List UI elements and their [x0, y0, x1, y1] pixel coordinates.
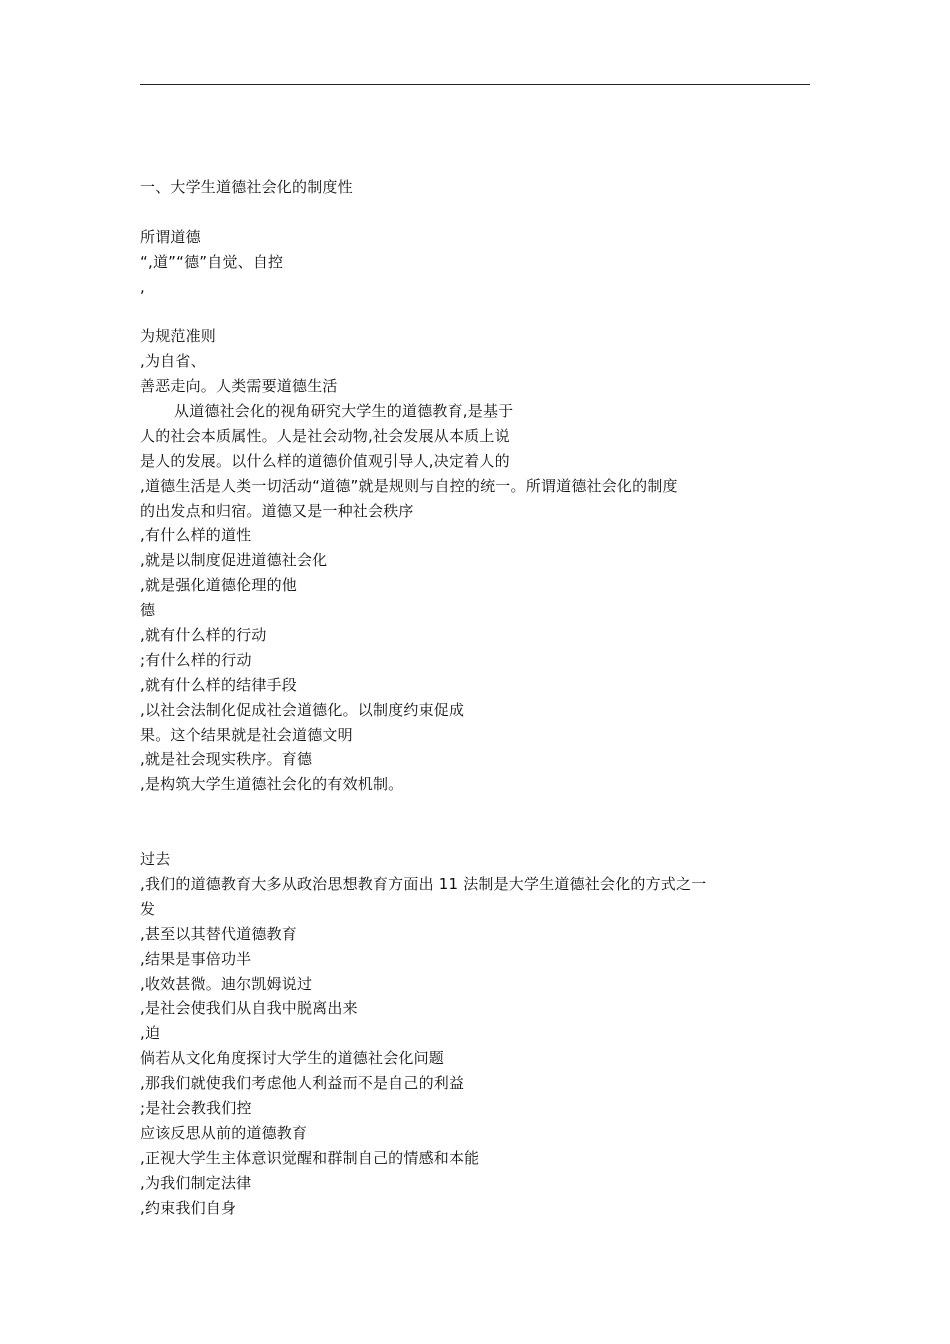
paragraph-line: ,就有什么样的行动: [140, 626, 267, 645]
paragraph-line: ,就是强化道德伦理的他: [140, 576, 297, 595]
document-body: [140, 175, 810, 1220]
paragraph-line-indented: 从道德社会化的视角研究大学生的道德教育,是基于: [174, 402, 514, 421]
paragraph-line: ,收效甚微。迪尔凯姆说过: [140, 974, 313, 993]
paragraph-line: 发: [140, 899, 156, 918]
paragraph-line: 善恶走向。人类需要道德生活: [140, 377, 338, 396]
paragraph-line: ,结果是事倍功半: [140, 949, 252, 968]
paragraph-line: ,那我们就使我们考虑他人利益而不是自己的利益: [140, 1074, 465, 1093]
paragraph-line: ,迫: [140, 1024, 161, 1043]
paragraph-line: ,以社会法制化促成社会道德化。以制度约束促成: [140, 700, 465, 719]
paragraph-line: ,正视大学生主体意识觉醒和群制自己的情感和本能: [140, 1148, 480, 1167]
paragraph-line: ,我们的道德教育大多从政治思想教育方面出 11 法制是大学生道德社会化的方式之一: [140, 874, 707, 893]
paragraph-line: ,为自省、: [140, 352, 206, 371]
paragraph-line: 所谓道德: [140, 227, 201, 246]
paragraph-line: 为规范准则: [140, 327, 217, 346]
paragraph-line: ,为我们制定法律: [140, 1173, 252, 1192]
paragraph-line: 的出发点和归宿。道德又是一种社会秩序: [140, 501, 414, 520]
header-rule: [140, 84, 810, 85]
paragraph-line: ,: [140, 277, 145, 296]
paragraph-line: “,道”“德”自觉、自控: [140, 252, 284, 271]
paragraph-line: ,甚至以其替代道德教育: [140, 924, 297, 943]
paragraph-line: ;有什么样的行动: [140, 650, 252, 669]
paragraph-line: 应该反思从前的道德教育: [140, 1123, 308, 1142]
paragraph-line: 人的社会本质属性。人是社会动物,社会发展从本质上说: [140, 426, 510, 445]
paragraph-line: ,就有什么样的结律手段: [140, 675, 297, 694]
paragraph-line: 过去: [140, 850, 171, 869]
paragraph-line: ,约束我们自身: [140, 1198, 237, 1217]
paragraph-line: ,是构筑大学生道德社会化的有效机制。: [140, 775, 404, 794]
paragraph-line: 德: [140, 601, 156, 620]
paragraph-line: 是人的发展。以什么样的道德价值观引导人,决定着人的: [140, 451, 510, 470]
spacer: [140, 797, 810, 847]
paragraph-line: 果。这个结果就是社会道德文明: [140, 725, 353, 744]
paragraph-line: ;是社会教我们控: [140, 1098, 252, 1117]
paragraph-line: 倘若从文化角度探讨大学生的道德社会化问题: [140, 1049, 445, 1068]
paragraph-line: ,就是以制度促进道德社会化: [140, 551, 328, 570]
paragraph-line: ,是社会使我们从自我中脱离出来: [140, 999, 358, 1018]
spacer: [140, 200, 810, 225]
paragraph-line: ,道德生活是人类一切活动“道德”就是规则与自控的统一。所谓道德社会化的制度: [140, 476, 678, 495]
section-heading: 一、大学生道德社会化的制度性: [140, 178, 353, 196]
spacer: [140, 299, 810, 324]
paragraph-line: ,有什么样的道性: [140, 526, 252, 545]
paragraph-line: ,就是社会现实秩序。育德: [140, 750, 313, 769]
